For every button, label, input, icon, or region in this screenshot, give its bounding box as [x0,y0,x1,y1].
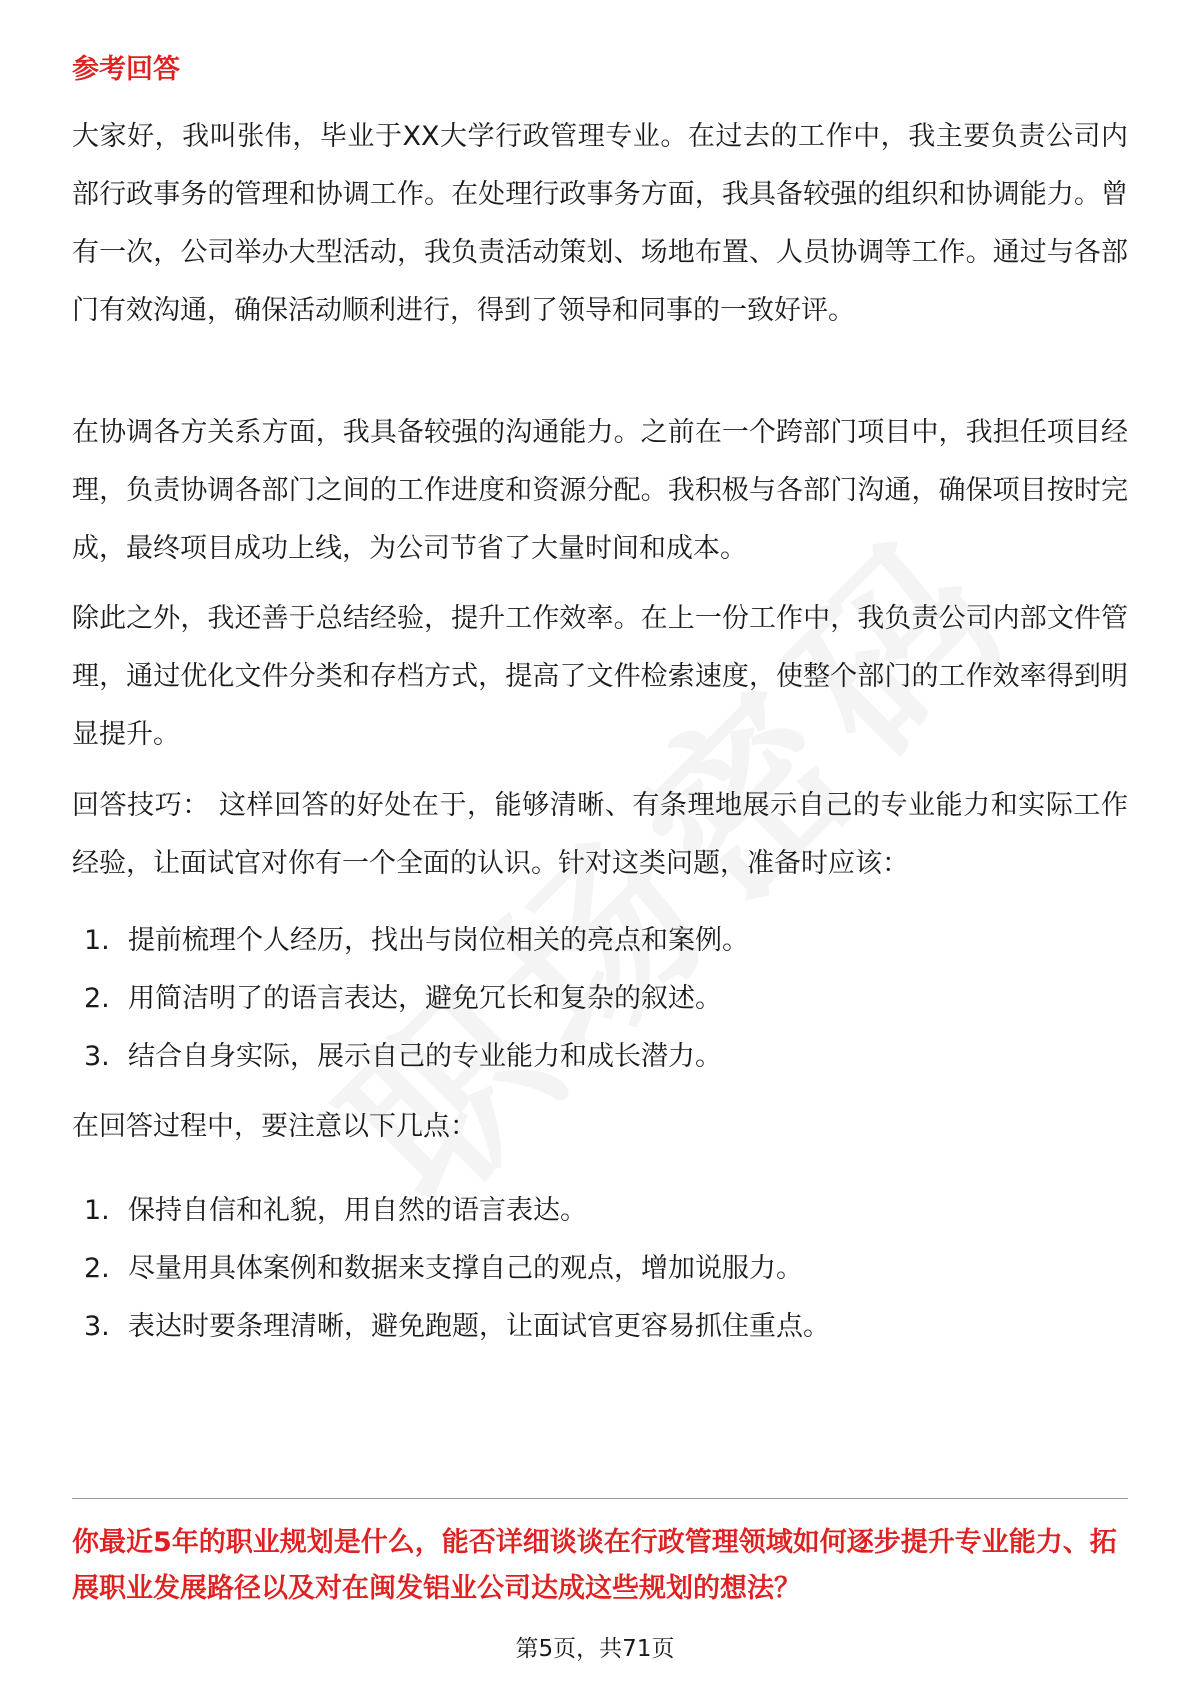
next-question: 你最近5年的职业规划是什么，能否详细谈谈在行政管理领域如何逐步提升专业能力、拓展职业发展路径以及对在闽发铝业公司达成这些规划的想法？ [72,1527,1117,1604]
list-item-text: 结合自身实际，展示自己的专业能力和成长潜力。 [128,1041,722,1072]
list-item-number: 2. [84,983,110,1014]
list-item [84,912,1124,970]
list-item-number: 2. [84,1253,110,1284]
document-page [72,0,1128,1684]
list-item-text: 提前梳理个人经历，找出与岗位相关的亮点和案例。 [128,925,749,956]
section-title: 参考回答 [72,54,180,85]
answer-paragraph-2: 在协调各方关系方面，我具备较强的沟通能力。之前在一个跨部门项目中，我担任项目经理，负责协调各部门之间的工作进度和资源分配。我积极与各部门沟通，确保项目按时完成，最终项目成功上线，为公司节省了大量时间和成本。 [72,417,1128,564]
answer-paragraph-3: 除此之外，我还善于总结经验，提升工作效率。在上一份工作中，我负责公司内部文件管理，通过优化文件分类和存档方式，提高了文件检索速度，使整个部门的工作效率得到明显提升。 [72,603,1128,750]
preparation-list [84,912,1124,1086]
list-item-number: 3. [84,1311,110,1342]
list-item [84,1028,1124,1086]
list-item-text: 表达时要条理清晰，避免跑题，让面试官更容易抓住重点。 [128,1311,830,1342]
list-item [84,970,1124,1028]
list-item-text: 尽量用具体案例和数据来支撑自己的观点，增加说服力。 [128,1253,803,1284]
attention-paragraph: 在回答过程中，要注意以下几点： [72,1111,477,1142]
section-divider [72,1498,1128,1499]
list-item-number: 3. [84,1041,110,1072]
list-item [84,1298,1124,1356]
attention-list [84,1182,1124,1356]
list-item [84,1182,1124,1240]
list-item-text: 用简洁明了的语言表达，避免冗长和复杂的叙述。 [128,983,722,1014]
list-item-number: 1. [84,1195,110,1226]
list-item-number: 1. [84,925,110,956]
answer-paragraph-1: 大家好，我叫张伟，毕业于XX大学行政管理专业。在过去的工作中，我主要负责公司内部行政事务的管理和协调工作。在处理行政事务方面，我具备较强的组织和协调能力。曾有一次，公司举办大型活动，我负责活动策划、场地布置、人员协调等工作。通过与各部门有效沟通，确保活动顺利进行，得到了领导和同事的一致好评。 [72,121,1128,326]
list-item [84,1240,1124,1298]
page-footer: 第5页，共71页 [515,1636,675,1662]
list-item-text: 保持自信和礼貌，用自然的语言表达。 [128,1195,587,1226]
tips-paragraph: 回答技巧： 这样回答的好处在于，能够清晰、有条理地展示自己的专业能力和实际工作经验，让面试官对你有一个全面的认识。针对这类问题，准备时应该： [72,790,1128,879]
